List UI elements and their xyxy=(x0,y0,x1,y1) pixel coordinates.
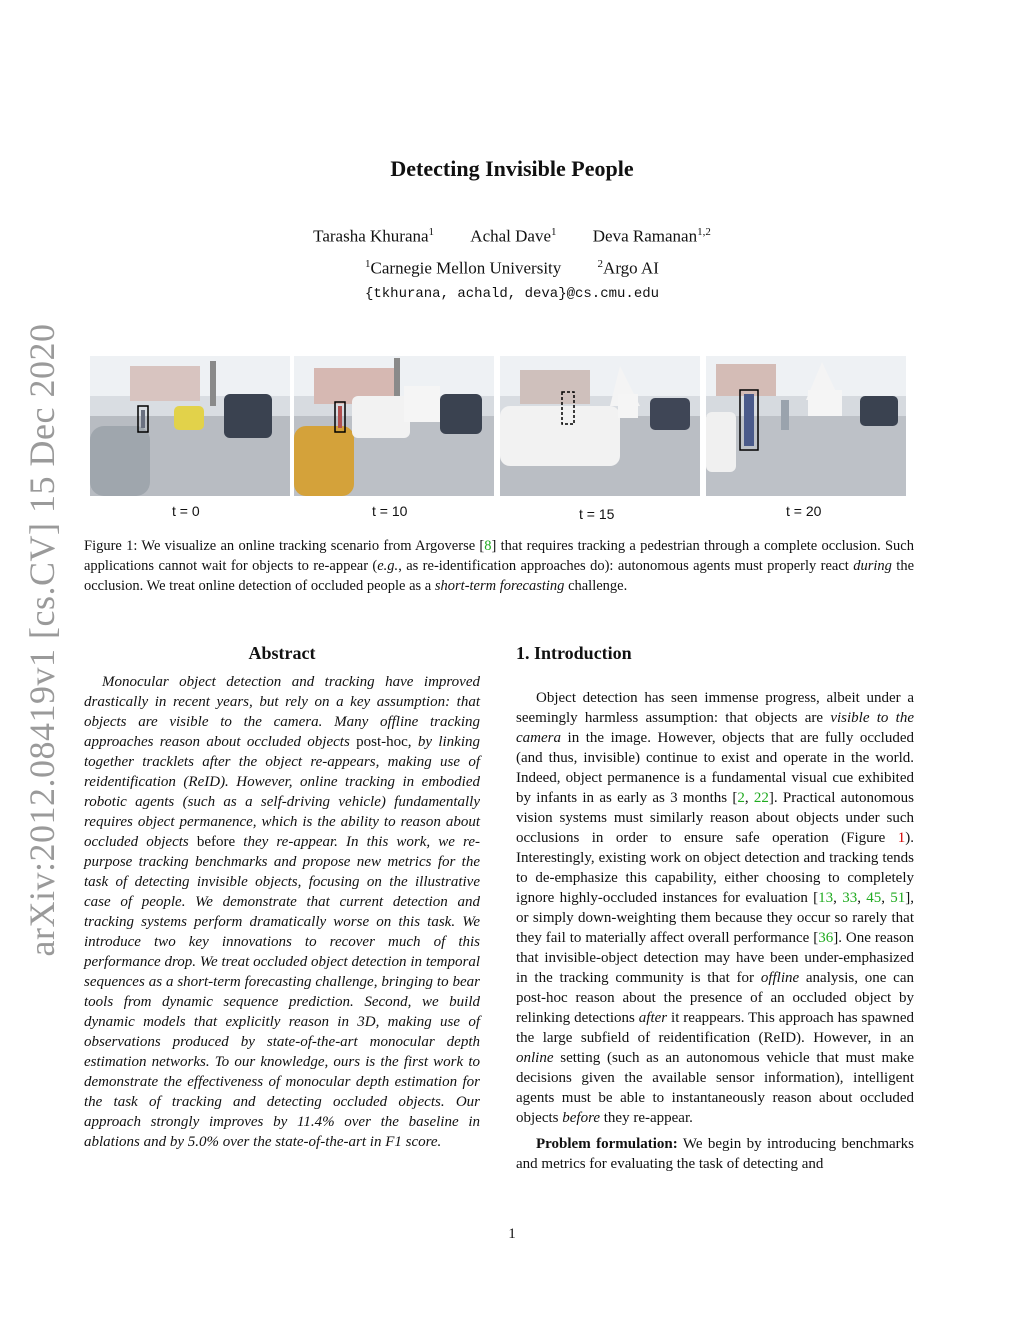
citation-link[interactable]: 13 xyxy=(818,890,834,906)
author: Tarasha Khurana$^1$ xyxy=(313,226,435,246)
introduction-section xyxy=(516,643,914,1174)
abstract-body: Monocular object detection and tracking have improved drastically in recent years, but rely on a key assumption: that objects are visible to the camera. Many offline tracking approaches reason about occluded objects post-hoc, by linking together tracklets after the object re-appears, making use of reidentification (ReID). However, online tracking in embodied robotic agents (such as a self-driving vehicle) fundamentally requires object permanence, which is the ability to reason about occluded objects before they re-appear. In this work, we re-purpose tracking benchmarks and propose new metrics for the task of detecting invisible objects, focusing on the illustrative case of people. We demonstrate that current detection and tracking systems perform dramatically worse on this task. We introduce two key innovations to recover much of this performance drop. We treat occluded object detection in temporal sequences as a short-term forecasting challenge, bringing to bear tools from dynamic sequence prediction. Second, we build dynamic models that explicitly reason in 3D, making use of observations produced by state-of-the-art monocular depth estimation networks. To our knowledge, ours is the first work to demonstrate the effectiveness of monocular depth estimation for the task of tracking and detecting occluded objects. Our approach strongly improves by 11.4% over the baseline in ablations and by 5.0% over the state-of-the-art in F1 score. xyxy=(84,674,480,1150)
affiliation: $^2$Argo AI xyxy=(597,258,659,278)
citation-link[interactable]: 51 xyxy=(890,890,906,906)
frame-label: t = 20 xyxy=(786,503,822,519)
author-emails: {tkhurana, achald, deva}@cs.cmu.edu xyxy=(364,286,660,302)
figure-frame-t10 xyxy=(294,356,494,496)
citation-link[interactable]: 36 xyxy=(818,930,834,946)
page-number: 1 xyxy=(508,1226,516,1242)
figure-frame-t15 xyxy=(500,356,700,496)
affiliation: $^1$Carnegie Mellon University xyxy=(365,258,562,278)
arxiv-identifier: arXiv:2012.08419v1 [cs.CV] 15 Dec 2020 xyxy=(22,323,62,957)
citation-link[interactable]: 45 xyxy=(866,890,882,906)
citation-link[interactable]: 22 xyxy=(753,790,769,806)
abstract-section xyxy=(84,643,480,1152)
problem-formulation-paragraph: Problem formulation: We begin by introducing benchmarks and metrics for evaluating the task of detecting and xyxy=(516,1136,915,1172)
frame-label: t = 10 xyxy=(372,503,408,519)
paper-title: Detecting Invisible People xyxy=(390,156,634,181)
frame-label: t = 15 xyxy=(579,506,615,522)
frame-label: t = 0 xyxy=(172,503,200,519)
abstract-heading: Abstract xyxy=(248,643,316,663)
introduction-heading: 1. Introduction xyxy=(516,643,632,663)
figure-caption: Figure 1: We visualize an online tracking scenario from Argoverse [8] that requires tracking a pedestrian through a complete occlusion. Such applications cannot wait for objects to re-appear (e.g., as re-identification approaches do): autonomous agents must properly react during the occlusion. We treat online detection of occluded people as a short-term forecasting challenge. xyxy=(84,538,914,594)
author: Achal Dave$^1$ xyxy=(470,226,557,246)
figure-frame-t0 xyxy=(90,356,290,496)
citation-link[interactable]: 33 xyxy=(842,890,858,906)
citation-link[interactable]: 8 xyxy=(484,538,492,554)
author-list xyxy=(0,226,1024,247)
citation-link[interactable]: 2 xyxy=(737,790,745,806)
affiliation-list xyxy=(0,258,1024,279)
author: Deva Ramanan$^{1,2}$ xyxy=(592,226,711,246)
figure-frame-t20 xyxy=(706,356,906,496)
introduction-paragraph: Object detection has seen immense progress, albeit under a seemingly harmless assumption: that objects are visible to the camera in the image. However, objects that are fully occluded (and thus, invisible) continue to exist and operate in the world. Indeed, object permanence is a fundamental visual cue exhibited by infants in as early as 3 months [2, 22]. Practical autonomous vision systems must similarly reason about objects under such occlusions in order to ensure safe operation (Figure 1). Interestingly, existing work on object detection and tracking tends to de-emphasize this capability, either choosing to completely ignore highly-occluded instances for evaluation [13, 33, 45, 51], or simply down-weighting them because they occur so rarely that they fail to materially affect overall performance [36]. One reason that invisible-object detection may have been under-emphasized in the tracking community is that for offline analysis, one can post-hoc reason about the presence of an occluded object by relinking detections after it reappears. This approach has spawned the large subfield of reidentification (ReID). However, in an online setting (such as an autonomous vehicle that must make decisions given the available sensor information), intelligent agents must be able to instantaneously reason about occluded objects before they re-appear. xyxy=(516,690,915,1126)
figure-link[interactable]: 1 xyxy=(897,830,906,846)
